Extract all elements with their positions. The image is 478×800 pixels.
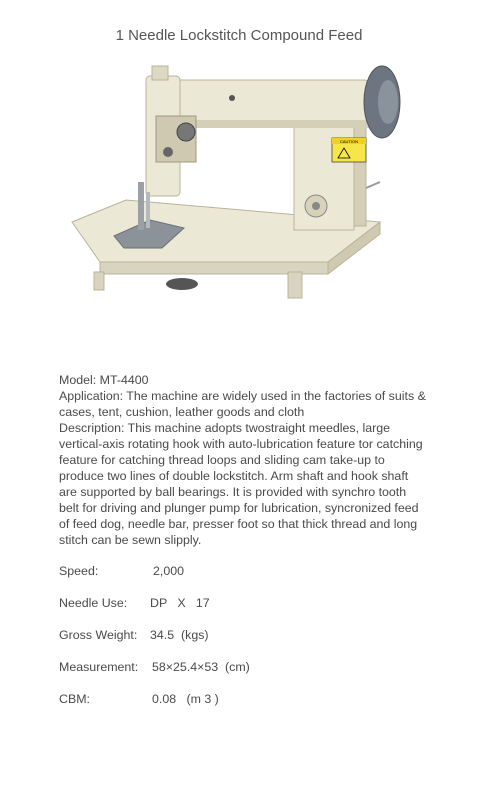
spec-value: 0.08 (m 3 ) xyxy=(152,692,219,706)
application-text: Application: The machine are widely used in the factories of suits & cases, tent, cushion, leather goods and cloth xyxy=(59,389,426,419)
spec-label: CBM: xyxy=(59,692,90,706)
spec-cbm xyxy=(59,692,219,734)
page-title: 1 Needle Lockstitch Compound Feed xyxy=(115,27,363,44)
spec-value: DP X 17 xyxy=(150,596,210,610)
spec-label: Gross Weight: xyxy=(59,628,138,642)
spec-label: Measurement: xyxy=(59,660,139,674)
spec-value: 58×25.4×53 (cm) xyxy=(152,660,250,674)
spec-label: Speed: xyxy=(59,564,99,578)
model-line: Model: MT-4400 xyxy=(59,373,149,387)
spec-label: Needle Use: xyxy=(59,596,128,610)
warning-sticker-label: CAUTION xyxy=(340,139,358,144)
description-text: Description: This machine adopts twostraight meedles, large vertical-axis rotating hook with auto-lubrication feature tor catching feature for catching thread loops and sliding cam take-up to produce two lines of double lockstitch. Arm shaft and hook shaft are supported by ball bearings. It is provided with synchro tooth belt for driving and plunger pump for lubrication, syncronized feed of feed dog, needle bar, presser foot so that thick thread and long stitch can be sewn slipply. xyxy=(59,421,423,547)
product-description xyxy=(59,372,427,548)
spec-value: 2,000 xyxy=(153,564,185,578)
spec-value: 34.5 (kgs) xyxy=(150,628,209,642)
sewing-machine-photo xyxy=(62,62,416,302)
